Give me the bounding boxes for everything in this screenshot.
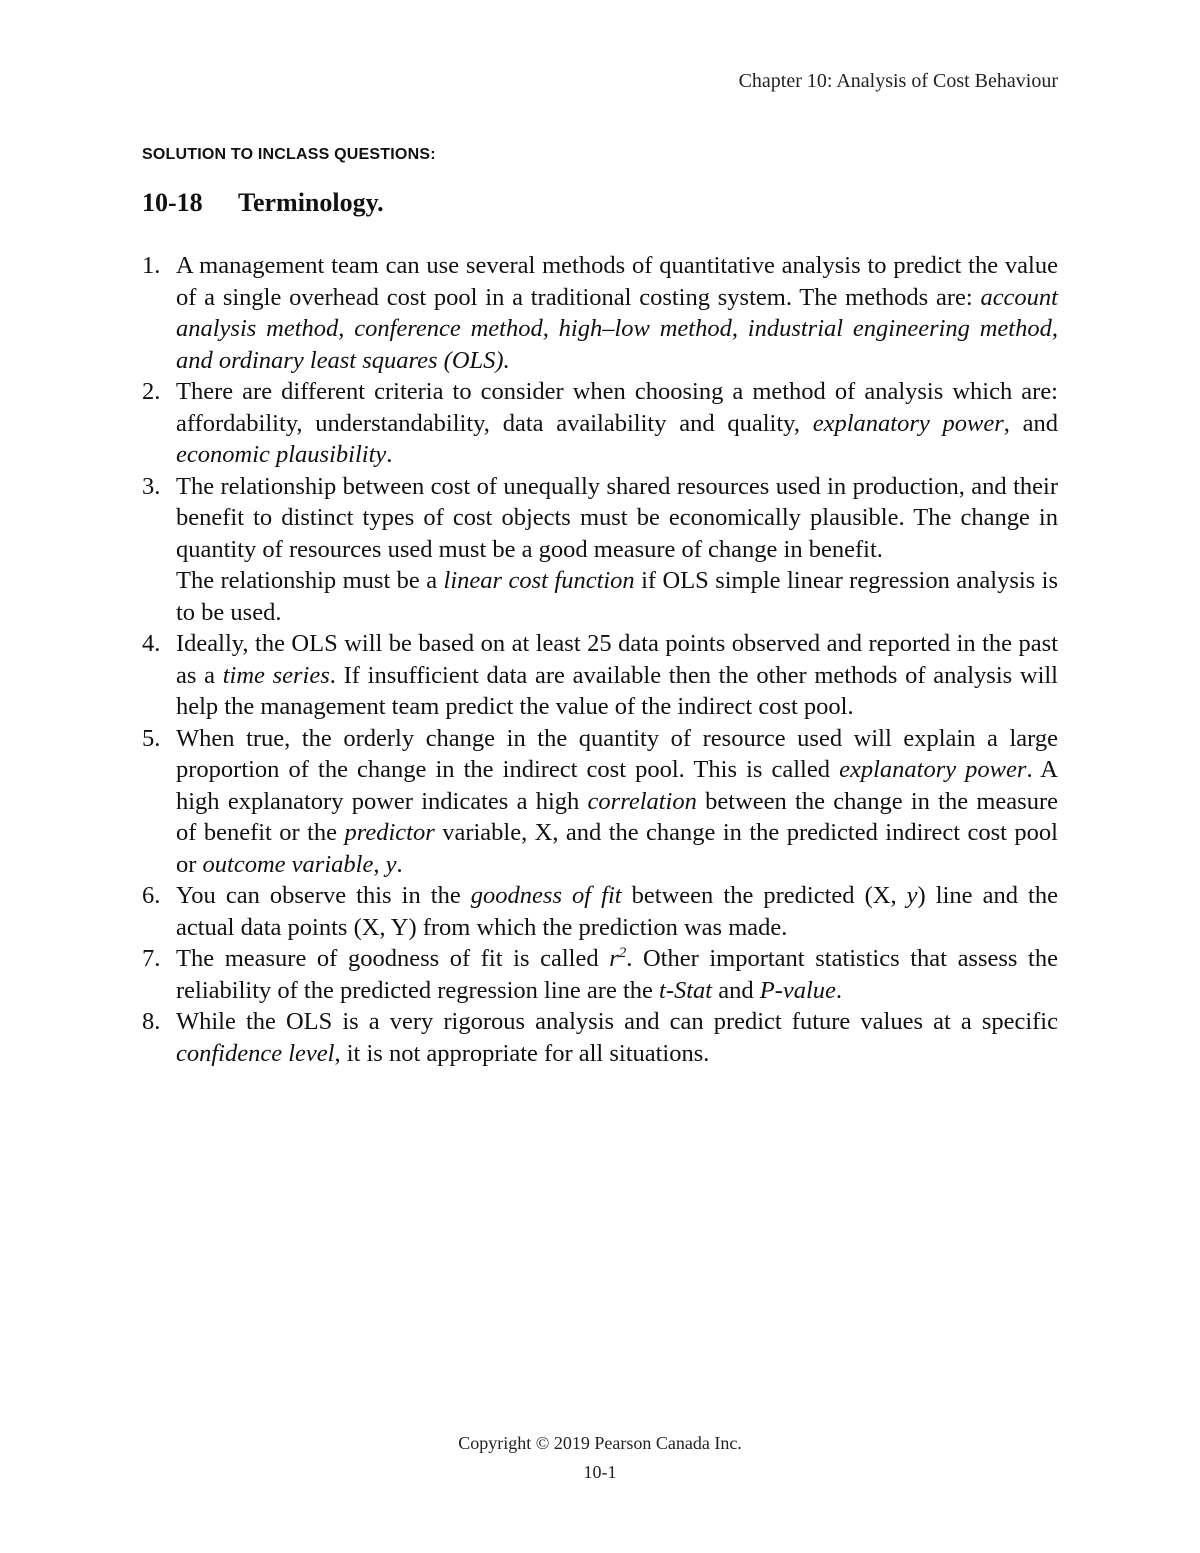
answer-text: , it is not appropriate for all situations. [334, 1039, 710, 1067]
emphasis-text: t-Stat [659, 976, 713, 1004]
emphasis-text: outcome variable [202, 850, 374, 878]
answer-text: While the OLS is a very rigorous analysis and can predict future values at a specific [176, 1008, 1058, 1035]
section-label: SOLUTION TO INCLASS QUESTIONS: [142, 146, 436, 163]
item-number: 4. [142, 630, 161, 657]
item-number: 5. [142, 724, 161, 752]
footer-page-number: 10-1 [583, 1462, 617, 1482]
running-header: Chapter 10: Analysis of Cost Behaviour [738, 70, 1058, 92]
problem-heading [142, 188, 384, 218]
answer-text: The relationship must be a [176, 567, 444, 594]
answer-text: if OLS simple linear regression analysis is to be used. [176, 567, 1058, 626]
emphasis-text: confidence level [176, 1039, 335, 1067]
emphasis-text: explanatory power [812, 409, 1004, 437]
answer-text: . [835, 976, 843, 1004]
answer-item-2 [142, 376, 1058, 471]
emphasis-text: P-value [759, 976, 836, 1004]
answer-item-3 [142, 471, 1058, 629]
answer-text: , [373, 850, 386, 878]
answer-text: When true, the orderly change in the quantity of resource used will explain a large proportion of the change in the indirect cost pool. This is called [176, 724, 1058, 783]
item-number: 3. [142, 472, 161, 500]
answer-text: between the change in the measure of benefit or the [176, 787, 1058, 846]
problem-number: 10-18 [142, 188, 203, 217]
answer-text: There are different criteria to consider when choosing a method of analysis which are: affordability, understandability, data availability and quality, [176, 378, 1058, 437]
item-number: 7. [142, 945, 161, 972]
answer-item-1 [142, 250, 1058, 376]
answer-text: . Other important statistics that assess the reliability of the predicted regression line are the [176, 945, 1058, 1004]
emphasis-text: y [906, 882, 918, 909]
footer-copyright: Copyright © 2019 Pearson Canada Inc. [458, 1433, 742, 1453]
answer-item-7 [142, 943, 1058, 1006]
answer-item-6 [142, 880, 1058, 943]
emphasis-text: time series [222, 661, 330, 689]
emphasis-text: correlation [587, 787, 697, 815]
emphasis-text: goodness of fit [470, 882, 622, 909]
item-number: 8. [142, 1008, 161, 1035]
answer-text: . [396, 850, 403, 878]
answer-item-5 [142, 723, 1058, 881]
emphasis-text: predictor [344, 819, 435, 846]
emphasis-text: account analysis method, conference method, high–low method, industrial engineering method, and ordinary least squares (OLS). [176, 283, 1058, 374]
item-number: 2. [142, 378, 161, 405]
answer-text: , and [1003, 409, 1058, 437]
answer-text: The relationship between cost of unequally shared resources used in production, and their benefit to distinct types of cost objects must be economically plausible. The change in quantity of resources used must be a good measure of change in benefit. [176, 472, 1058, 563]
answer-text: . [386, 441, 393, 468]
answer-text: and [712, 976, 760, 1004]
answer-item-8 [142, 1006, 1058, 1069]
answer-item-4 [142, 628, 1058, 723]
item-number: 6. [142, 882, 161, 909]
emphasis-text: r [609, 945, 619, 972]
problem-title: Terminology. [238, 188, 384, 217]
emphasis-text: economic plausibility [176, 441, 387, 468]
superscript: 2 [618, 944, 627, 961]
answer-text: . A high explanatory power indicates a high [176, 756, 1058, 815]
emphasis-text: y [385, 850, 397, 878]
answer-text: between the predicted (X, [621, 882, 907, 909]
emphasis-text: explanatory power [839, 756, 1027, 783]
item-number: 1. [142, 252, 161, 279]
answer-text: The measure of goodness of fit is called [176, 945, 610, 972]
answer-text: You can observe this in the [176, 882, 471, 909]
answer-text: . If insufficient data are available then the other methods of analysis will help the management team predict the value of the indirect cost pool. [176, 661, 1058, 720]
answer-text: ) line and the actual data points (X, Y) from which the prediction was made. [176, 882, 1058, 941]
answer-text: Ideally, the OLS will be based on at least 25 data points observed and reported in the past as a [176, 630, 1058, 689]
answer-text: variable, X, and the change in the predicted indirect cost pool or [176, 819, 1058, 878]
answer-text: A management team can use several methods of quantitative analysis to predict the value of a single overhead cost pool in a traditional costing system. The methods are: [176, 252, 1058, 311]
emphasis-text: linear cost function [443, 567, 635, 594]
answer-list [142, 250, 1058, 1069]
